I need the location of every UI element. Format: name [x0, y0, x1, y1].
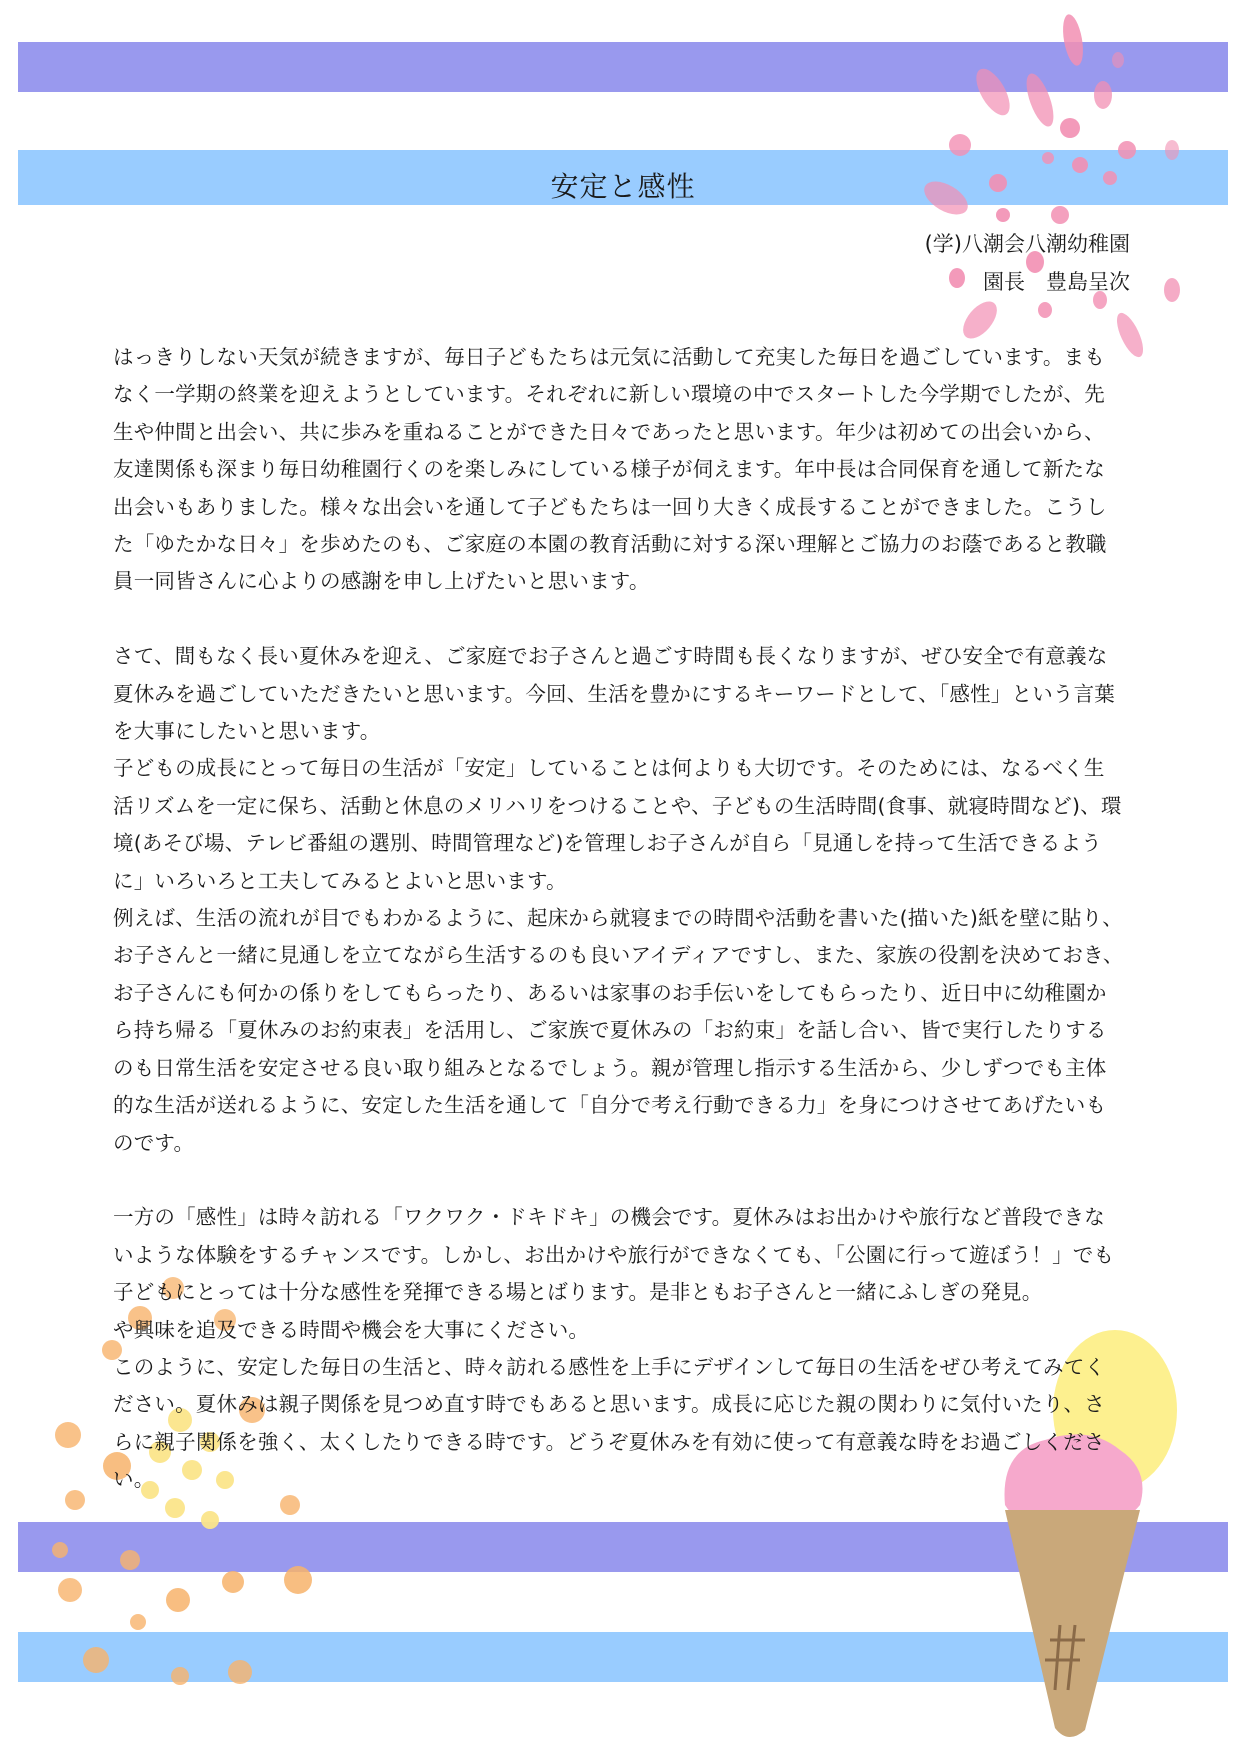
paragraph: はっきりしない天気が続きますが、毎日子どもたちは元気に活動して充実した毎日を過ごしています。まもなく一学期の終業を迎えようとしています。それぞれに新しい環境の中でスタートした今学期でしたが、先生や仲間と出会い、共に歩みを重ねることができた日々であったと思います。年少は初めての出会いから、友達関係も深まり毎日幼稚園行くのを楽しみにしている様子が伺えます。年中長は合同保育を通して新たな出会いもありました。様々な出会いを通して子どもたちは一回り大きく成長することができました。こうした「ゆたかな日々」を歩めたのも、ご家庭の本園の教育活動に対する深い理解とご協力のお蔭であると教職員一同皆さんに心よりの感謝を申し上げたいと思います。 [113, 345, 1107, 594]
paragraph: このように、安定した毎日の生活と、時々訪れる感性を上手にデザインして毎日の生活をぜひ考えてみてください。夏休みは親子関係を見つめ直す時でもあると思います。成長に応じた親の関わりに気付いたり、さらに親子関係を強く、太くしたりできる時です。どうぞ夏休みを有効に使って有意義な時をお過ごしください。 [113, 1354, 1106, 1492]
author-name: 園長 豊島呈次 [983, 270, 1130, 294]
paragraph-gap [113, 1162, 1125, 1199]
organization-name: (学)八潮会八潮幼稚園 [924, 232, 1130, 256]
paragraph-gap [113, 601, 1125, 638]
paragraph: 一方の「感性」は時々訪れる「ワクワク・ドキドキ」の機会です。夏休みはお出かけや旅行など普段できないような体験をするチャンスです。しかし、お出かけや旅行ができなくても、「公園に行って遊ぼう！」でも子どもにとっては十分な感性を発揮できる場とばります。是非ともお子さんと一緒にふしぎの発見。 [113, 1205, 1115, 1305]
paragraph: 例えば、生活の流れが目でもわかるように、起床から就寝までの時間や活動を書いた(描いた)紙を壁に貼り、お子さんと一緒に見通しを立てながら生活するのも良いアイディアですし、また、家族の役割を決めておき、お子さんにも何かの係りをしてもらったり、あるいは家事のお手伝いをしてもらったり、近日中に幼稚園から持ち帰る「夏休みのお約束表」を活用し、ご家族で夏休みの「お約束」を話し合い、皆で実行したりするのも日常生活を安定させる良い取り組みとなるでしょう。親が管理し指示する生活から、少しずつでも主体的な生活が送れるように、安定した生活を通して「自分で考え行動できる力」を身につけさせてあげたいものです。 [113, 906, 1124, 1155]
paragraph: や興味を追及できる時間や機会を大事にください。 [113, 1317, 590, 1342]
paragraph: 子どもの成長にとって毎日の生活が「安定」していることは何よりも大切です。そのためには、なるべく生活リズムを一定に保ち、活動と休息のメリハリをつけることや、子どもの生活時間(食事、就寝時間など)、環境(あそび場、テレビ番組の選別、時間管理など)を管理しお子さんが自ら「見通しを持って生活できるように」いろいろと工夫してみるとよいと思います。 [113, 756, 1122, 893]
letter-body [113, 339, 1125, 1499]
page-title: 安定と感性 [550, 170, 696, 203]
paragraph: さて、間もなく長い夏休みを迎え、ご家庭でお子さんと過ごす時間も長くなりますが、ぜひ安全で有意義な夏休みを過ごしていただきたいと思います。今回、生活を豊かにするキーワードとして、「感性」という言葉を大事にしたいと思います。 [113, 644, 1115, 744]
